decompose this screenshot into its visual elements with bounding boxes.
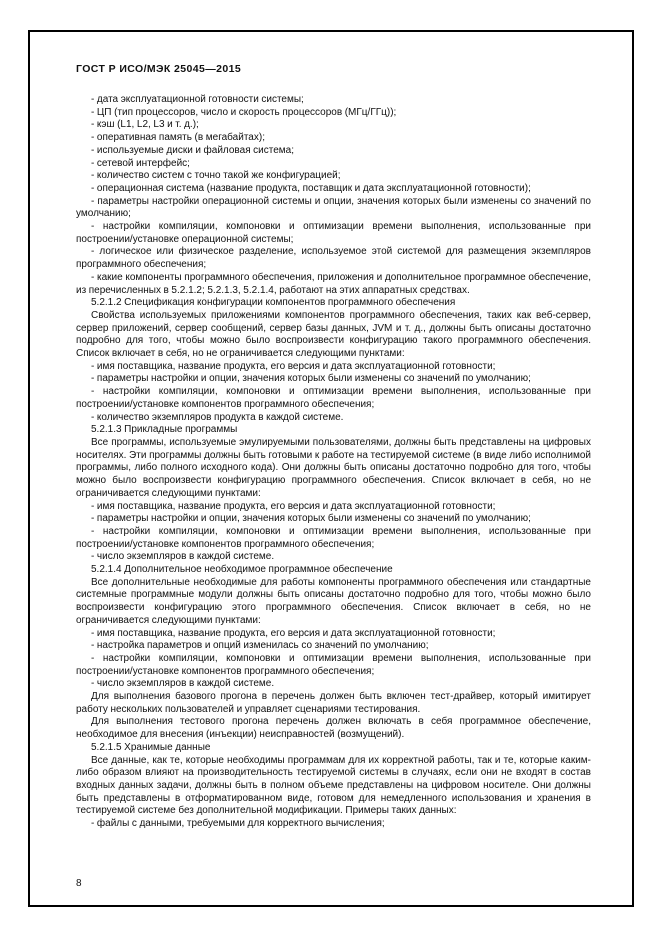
section-heading: 5.2.1.2 Спецификация конфигурации компонентов программного обеспечения [91, 297, 456, 309]
list-item: - сетевой интерфейс; [91, 157, 190, 169]
paragraph: Все программы, используемые эмулируемыми пользователями, должны быть представлены на цифровых носителях. Эти программы должны быть готовыми к работе на тестируемой системе (в виде либо исполнимой программы, либо полного исходного кода). Они должны быть описаны достаточно подробно для того, чтобы можно было воспроизвести конфигурацию программного обеспечения. Список включает в себя, но не ограничивается следующими пунктами: [76, 436, 591, 499]
list-item: - какие компоненты программного обеспечения, приложения и дополнительное программное обеспечение, из перечисленных в 5.2.1.2; 5.2.1.3, 5.2.1.4, работают на этих аппаратных средствах. [76, 271, 591, 296]
document-page [28, 30, 634, 907]
list-item: - количество экземпляров продукта в каждой системе. [91, 411, 344, 423]
list-item: - ЦП (тип процессоров, число и скорость процессоров (МГц/ГГц)); [91, 106, 397, 118]
list-item: - файлы с данными, требуемыми для корректного вычисления; [91, 818, 385, 830]
section-heading: 5.2.1.4 Дополнительное необходимое программное обеспечение [91, 564, 393, 576]
paragraph: Для выполнения тестового прогона перечень должен включать в себя программное обеспечение, необходимое для внесения (инъекции) неисправностей (возмущений). [76, 716, 591, 741]
list-item: - количество систем с точно такой же конфигурацией; [91, 170, 341, 182]
document-header: ГОСТ Р ИСО/МЭК 25045—2015 [76, 63, 242, 75]
paragraph: Для выполнения базового прогона в перечень должен быть включен тест-драйвер, который имитирует работу нескольких пользователей и управляет сценариями тестирования. [76, 691, 591, 715]
list-item: - настройки компиляции, компоновки и оптимизации времени выполнения, использованные при построении/установке операционной системы; [76, 221, 591, 245]
list-item: - настройки компиляции, компоновки и оптимизации времени выполнения, использованные при построении/установке компонентов программного обеспечения; [76, 652, 591, 677]
list-item: - имя поставщика, название продукта, его версия и дата эксплуатационной готовности; [91, 500, 496, 512]
document-content [76, 94, 591, 831]
list-item: - настройка параметров и опций изменилась со значений по умолчанию; [91, 640, 429, 652]
page-body [76, 63, 591, 891]
list-item: - число экземпляров в каждой системе. [91, 678, 275, 690]
section-heading: 5.2.1.5 Хранимые данные [91, 741, 211, 753]
list-item: - оперативная память (в мегабайтах); [91, 132, 265, 144]
list-item: - настройки компиляции, компоновки и оптимизации времени выполнения, использованные при построении/установке компонентов программного обеспечения; [76, 386, 591, 410]
list-item: - операционная система (название продукта, поставщик и дата эксплуатационной готовности); [91, 182, 531, 194]
list-item: - дата эксплуатационной готовности системы; [91, 94, 304, 105]
list-item: - кэш (L1, L2, L3 и т. д.); [91, 119, 199, 131]
paragraph: Все данные, как те, которые необходимы программам для их корректной работы, так и те, которые каким-либо образом влияют на производительность тестируемой системы в случаях, если они не входят в состав входных данных задачи, должны быть в полном объеме представлены на цифровом носителе. Они должны быть представлены в отформатированном виде, готовом для немедленного использования и хранения в тестируемой системе без дополнительной модификации. Примеры таких данных: [76, 754, 591, 817]
list-item: - настройки компиляции, компоновки и оптимизации времени выполнения, использованные при построении/установке компонентов программного обеспечения; [76, 525, 591, 550]
list-item: - параметры настройки операционной системы и опции, значения которых были изменены со значений по умолчанию; [76, 195, 591, 220]
section-heading: 5.2.1.3 Прикладные программы [91, 424, 238, 436]
list-item: - логическое или физическое разделение, используемое этой системой для размещения экземпляров программного обеспечения; [76, 246, 591, 271]
list-item: - используемые диски и файловая система; [91, 144, 295, 156]
paragraph: Все дополнительные необходимые для работы компоненты программного обеспечения или стандартные системные программные модули должны быть описаны достаточно подробно для того, чтобы можно было воспроизвести конфигурацию этого программного обеспечения. Список включает в себя, но не ограничивается следующими пунктами: [76, 576, 591, 626]
list-item: - имя поставщика, название продукта, его версия и дата эксплуатационной готовности; [91, 627, 496, 639]
list-item: - параметры настройки и опции, значения которых были изменены со значений по умолчанию; [91, 373, 531, 385]
list-item: - число экземпляров в каждой системе. [91, 551, 275, 563]
list-item: - имя поставщика, название продукта, его версия и дата эксплуатационной готовности; [91, 360, 496, 372]
paragraph: Свойства используемых приложениями компонентов программного обеспечения, таких как веб-сервер, сервер приложений, сервер сообщений, сервер базы данных, JVM и т. д., должны быть описаны достаточно подробно для того, чтобы можно было воспроизвести конфигурацию такого программного обеспечения. Список включает в себя, но не ограничивается следующими пунктами: [76, 309, 591, 360]
list-item: - параметры настройки и опции, значения которых были изменены со значений по умолчанию; [91, 513, 531, 525]
page-number: 8 [76, 878, 82, 889]
